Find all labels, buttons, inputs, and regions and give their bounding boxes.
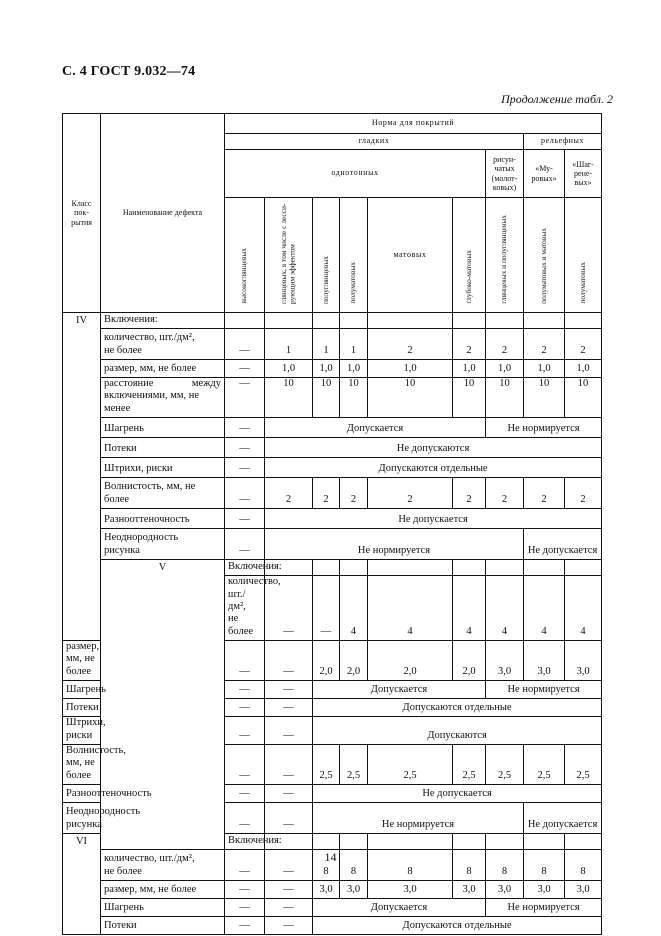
- value-cell: 2: [524, 329, 565, 360]
- value-cell: —: [225, 917, 265, 935]
- value-cell: 2,5: [524, 744, 565, 784]
- value-cell: Не допускается: [265, 509, 602, 529]
- value-cell: —: [225, 881, 265, 899]
- defect-name: Включения:: [101, 313, 225, 329]
- value-cell: —: [265, 576, 313, 641]
- class-cell: V: [101, 560, 225, 850]
- value-cell: 2: [486, 478, 524, 509]
- value-cell: —: [225, 329, 265, 360]
- value-cell: 4: [524, 576, 565, 641]
- defect-name: количество, шт./дм², не более: [225, 576, 265, 641]
- defects-table: [62, 113, 602, 935]
- defect-name: Штрихи, риски: [101, 458, 225, 478]
- defect-name: Потеки: [101, 917, 225, 935]
- value-cell: 8: [368, 850, 453, 881]
- value-cell: —: [225, 785, 265, 803]
- table-row: [63, 378, 602, 418]
- value-cell: 1: [265, 329, 313, 360]
- value-cell: 2: [565, 329, 602, 360]
- defect-name: Включения:: [225, 834, 265, 850]
- value-cell: —: [225, 438, 265, 458]
- defect-name: количество, шт./дм², не более: [101, 850, 225, 881]
- value-cell: 10: [565, 378, 602, 418]
- value-cell: 4: [565, 576, 602, 641]
- value-cell: —: [225, 850, 265, 881]
- value-cell: 4: [340, 576, 368, 641]
- table-row: [63, 509, 602, 529]
- value-cell: 8: [453, 850, 486, 881]
- value-cell: Допускается: [313, 899, 486, 917]
- value-cell: 2,5: [486, 744, 524, 784]
- table-row: [63, 360, 602, 378]
- value-cell: 8: [486, 850, 524, 881]
- defect-name: Шагрень: [101, 418, 225, 438]
- value-cell: 3,0: [313, 881, 340, 899]
- value-cell: Не нормируется: [313, 803, 524, 834]
- value-cell: —: [225, 529, 265, 560]
- value-cell: 8: [524, 850, 565, 881]
- value-cell: 3,0: [524, 881, 565, 899]
- table-row: [63, 438, 602, 458]
- table-row: [63, 881, 602, 899]
- table-row: [63, 458, 602, 478]
- monotone-header: однотонных: [225, 150, 486, 198]
- table-row: [63, 529, 602, 560]
- value-cell: 10: [340, 378, 368, 418]
- smooth-header: гладких: [225, 134, 524, 150]
- value-cell: Не нормируется: [486, 418, 602, 438]
- value-cell: 2: [368, 329, 453, 360]
- relief-header: рельефных: [524, 134, 602, 150]
- value-cell: 10: [453, 378, 486, 418]
- defect-name: Потеки: [63, 699, 101, 717]
- col-semi-gloss: полуглянцевых: [313, 198, 340, 313]
- class-header: Класс пок- рытия: [63, 114, 101, 313]
- value-cell: —: [265, 881, 313, 899]
- col-gloss-semigloss: глянцевых и полуглянцевых: [486, 198, 524, 313]
- defect-name: Потеки: [101, 438, 225, 458]
- value-cell: 8: [565, 850, 602, 881]
- value-cell: Не нормируется: [265, 529, 524, 560]
- continuation-label: Продолжение табл. 2: [501, 92, 613, 106]
- value-cell: Не допускается: [524, 529, 602, 560]
- value-cell: 10: [313, 378, 340, 418]
- value-cell: 1,0: [265, 360, 313, 378]
- value-cell: 10: [368, 378, 453, 418]
- defect-name: Штрихи, риски: [63, 717, 101, 745]
- value-cell: 8: [313, 850, 340, 881]
- value-cell: 3,0: [524, 641, 565, 681]
- value-cell: Не нормируется: [486, 899, 602, 917]
- col-matte: матовых: [368, 198, 453, 313]
- class-cell: VI: [63, 834, 101, 935]
- defect-name: расстояние между включениями, мм, не менее: [101, 378, 225, 418]
- value-cell: Допускается: [313, 681, 486, 699]
- value-cell: 2: [368, 478, 453, 509]
- value-cell: Допускаются отдельные: [313, 699, 602, 717]
- table-row: [63, 418, 602, 438]
- value-cell: —: [265, 899, 313, 917]
- defect-name: размер, мм, не более: [101, 360, 225, 378]
- value-cell: 3,0: [453, 881, 486, 899]
- value-cell: —: [265, 744, 313, 784]
- value-cell: —: [225, 478, 265, 509]
- value-cell: 1,0: [486, 360, 524, 378]
- value-cell: 1,0: [453, 360, 486, 378]
- value-cell: —: [265, 785, 313, 803]
- value-cell: —: [225, 378, 265, 418]
- value-cell: —: [225, 681, 265, 699]
- value-cell: —: [225, 458, 265, 478]
- table-row: [63, 899, 602, 917]
- value-cell: 2,0: [340, 641, 368, 681]
- class-cell: IV: [63, 313, 101, 641]
- value-cell: 2,5: [453, 744, 486, 784]
- value-cell: 1: [340, 329, 368, 360]
- value-cell: —: [265, 681, 313, 699]
- value-cell: 1: [313, 329, 340, 360]
- value-cell: 2,0: [453, 641, 486, 681]
- value-cell: —: [265, 917, 313, 935]
- value-cell: —: [225, 641, 265, 681]
- value-cell: 2: [565, 478, 602, 509]
- value-cell: Допускаются отдельные: [313, 917, 602, 935]
- defect-name: Неоднородность рисунка: [63, 803, 101, 834]
- value-cell: 10: [265, 378, 313, 418]
- value-cell: 4: [368, 576, 453, 641]
- defect-name: размер, мм, не более: [63, 641, 101, 681]
- value-cell: 2,5: [313, 744, 340, 784]
- value-cell: 1,0: [340, 360, 368, 378]
- value-cell: Не допускаются: [265, 438, 602, 458]
- value-cell: —: [265, 717, 313, 745]
- col-gloss: глянцевых, в том числе с лесси-рующим эффектом: [265, 198, 313, 313]
- col-semi-matte: полуматовых: [340, 198, 368, 313]
- col-semimatte-matte: полуматовых и матовых: [524, 198, 565, 313]
- value-cell: 2: [524, 478, 565, 509]
- defect-name: размер, мм, не более: [101, 881, 225, 899]
- value-cell: 2: [453, 478, 486, 509]
- table-row: [63, 329, 602, 360]
- value-cell: 3,0: [340, 881, 368, 899]
- value-cell: 10: [524, 378, 565, 418]
- page-title: С. 4 ГОСТ 9.032—74: [62, 64, 196, 79]
- value-cell: —: [225, 803, 265, 834]
- value-cell: —: [265, 641, 313, 681]
- value-cell: —: [265, 850, 313, 881]
- value-cell: 2: [313, 478, 340, 509]
- value-cell: 2: [340, 478, 368, 509]
- col-deep-matte: глубоко-матовых: [453, 198, 486, 313]
- mura-header: «Му- ровых»: [524, 150, 565, 198]
- value-cell: Не допускается: [524, 803, 602, 834]
- defect-name: Разнооттеночность: [63, 785, 101, 803]
- value-cell: 10: [486, 378, 524, 418]
- value-cell: 8: [340, 850, 368, 881]
- norm-header: Норма для покрытий: [225, 114, 602, 134]
- value-cell: 1,0: [313, 360, 340, 378]
- table-row: [63, 917, 602, 935]
- value-cell: —: [225, 418, 265, 438]
- value-cell: —: [225, 699, 265, 717]
- page-number: 14: [324, 850, 337, 864]
- value-cell: —: [265, 803, 313, 834]
- value-cell: —: [225, 899, 265, 917]
- defect-name-header: Наименование дефекта: [101, 114, 225, 313]
- value-cell: 1,0: [368, 360, 453, 378]
- value-cell: 3,0: [565, 641, 602, 681]
- value-cell: 3,0: [486, 881, 524, 899]
- value-cell: 3,0: [565, 881, 602, 899]
- defect-name: Разнооттеночность: [101, 509, 225, 529]
- value-cell: 3,0: [368, 881, 453, 899]
- value-cell: 2,5: [368, 744, 453, 784]
- value-cell: —: [265, 699, 313, 717]
- value-cell: —: [225, 744, 265, 784]
- value-cell: 3,0: [486, 641, 524, 681]
- table-row: [63, 478, 602, 509]
- value-cell: —: [313, 576, 340, 641]
- defect-name: Волнистость, мм, не более: [101, 478, 225, 509]
- defect-name: Включения:: [225, 560, 265, 576]
- value-cell: 2,0: [368, 641, 453, 681]
- pattern-header: рисун- чатых (молот- ковых): [486, 150, 524, 198]
- value-cell: —: [225, 717, 265, 745]
- col-high-gloss: высокоглянцевых: [225, 198, 265, 313]
- shagren-type-header: «Шаг- рене- вых»: [565, 150, 602, 198]
- value-cell: 2,5: [565, 744, 602, 784]
- value-cell: Допускаются отдельные: [265, 458, 602, 478]
- value-cell: 2,5: [340, 744, 368, 784]
- value-cell: 4: [453, 576, 486, 641]
- defect-name: Неоднородность рисунка: [101, 529, 225, 560]
- value-cell: 2: [265, 478, 313, 509]
- value-cell: 2,0: [313, 641, 340, 681]
- value-cell: —: [225, 509, 265, 529]
- value-cell: Допускается: [265, 418, 486, 438]
- value-cell: —: [225, 360, 265, 378]
- value-cell: 2: [453, 329, 486, 360]
- value-cell: Допускаются: [313, 717, 602, 745]
- value-cell: 1,0: [565, 360, 602, 378]
- value-cell: Не допускается: [313, 785, 602, 803]
- col-semi-matte-relief: полуматовых: [565, 198, 602, 313]
- defect-name: Волнистость, мм, не более: [63, 744, 101, 784]
- value-cell: 2: [486, 329, 524, 360]
- value-cell: 1,0: [524, 360, 565, 378]
- value-cell: 4: [486, 576, 524, 641]
- value-cell: Не нормируется: [486, 681, 602, 699]
- defect-name: количество, шт./дм², не более: [101, 329, 225, 360]
- defect-name: Шагрень: [101, 899, 225, 917]
- defect-name: Шагрень: [63, 681, 101, 699]
